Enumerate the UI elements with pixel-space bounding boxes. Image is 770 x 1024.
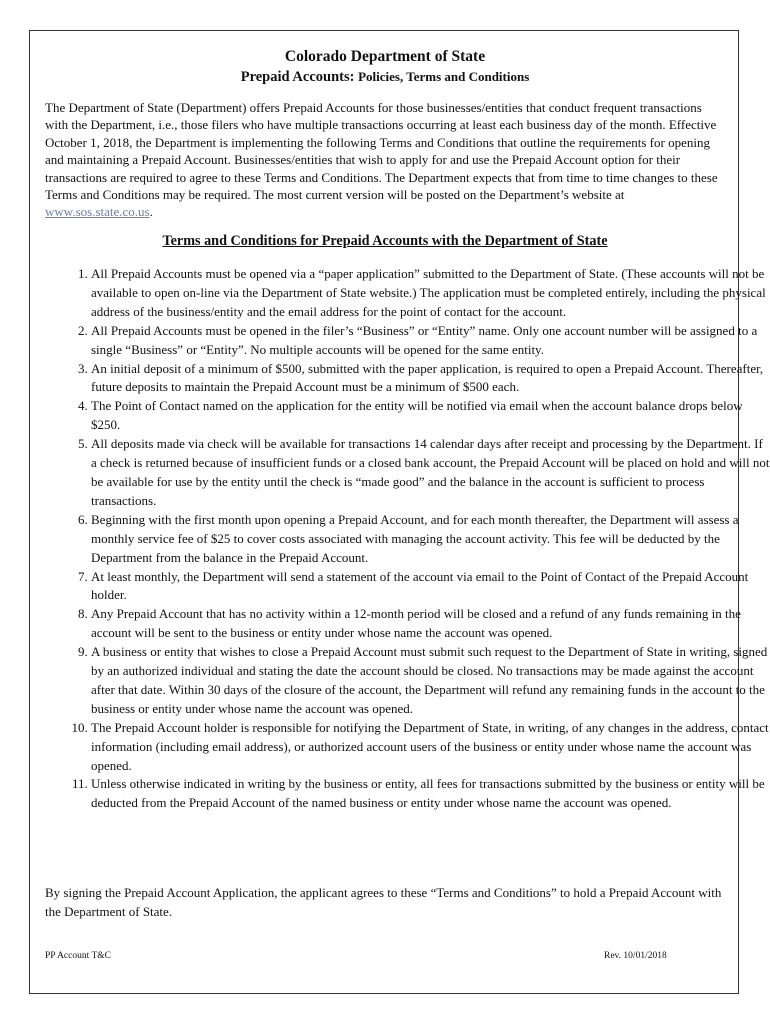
terms-list	[45, 265, 770, 813]
document-title: Colorado Department of State	[284, 48, 486, 65]
term-item: 7. At least monthly, the Department will send a statement of the account via email to the Point of Contact of the Prepaid Account holder.	[91, 568, 770, 606]
term-item: 1. All Prepaid Accounts must be opened via a “paper application” submitted to the Department of State. (These accounts will not be available to open on-line via the Department of State website.) The application must be completed entirely, including the physical address of the business/entity and the email address for the point of contact for the account.	[91, 265, 770, 322]
term-item: 8. Any Prepaid Account that has no activity within a 12-month period will be closed and a refund of any funds remaining in the account will be sent to the business or entity under whose name the account was opened.	[91, 605, 770, 643]
terms-heading: Terms and Conditions for Prepaid Accounts with the Department of State	[162, 233, 608, 249]
subtitle-main: Prepaid Accounts:	[240, 69, 359, 85]
term-item: 2. All Prepaid Accounts must be opened in the filer’s “Business” or “Entity” name. Only one account number will be assigned to a single “Business” or “Entity”. No multiple accounts will be opened for the same entity.	[91, 322, 770, 360]
term-item: 10. The Prepaid Account holder is responsible for notifying the Department of State, in writing, of any changes in the address, contact information (including email address), or authorized account users of the business or entity under whose name the account was opened.	[91, 719, 770, 776]
closing-paragraph: By signing the Prepaid Account Application, the applicant agrees to these “Terms and Conditions” to hold a Prepaid Account with the Department of State.	[45, 885, 722, 919]
website-link[interactable]: www.sos.state.co.us	[45, 204, 150, 220]
term-item: 5. All deposits made via check will be available for transactions 14 calendar days after receipt and processing by the Department. If a check is returned because of insufficient funds or a closed bank account, the Prepaid Account will be placed on hold and will not be available for use by the entity until the check is “made good” and the balance in the account is sufficient to process transactions.	[91, 435, 770, 511]
document-subtitle	[0, 69, 770, 86]
subtitle-small: Policies, Terms and Conditions	[358, 69, 530, 84]
term-item: 9. A business or entity that wishes to close a Prepaid Account must submit such request to the Department of State in writing, signed by an authorized individual and stating the date the account should be closed. No transactions may be made against the account after that date. Within 30 days of the closure of the account, the Department will refund any remaining funds in the account to the business or entity under whose name the account was opened.	[91, 643, 770, 719]
term-item: 11. Unless otherwise indicated in writing by the business or entity, all fees for transactions submitted by the business or entity will be deducted from the Prepaid Account of the named business or entity under whose name the account was opened.	[91, 775, 770, 813]
term-item: 6. Beginning with the first month upon opening a Prepaid Account, and for each month thereafter, the Department will assess a monthly service fee of $25 to cover costs associated with managing the account activity. This fee will be deducted by the Department from the balance in the Prepaid Account.	[91, 511, 770, 568]
footer-revision: Rev. 10/01/2018	[604, 951, 667, 961]
intro-paragraph	[45, 99, 725, 221]
term-item: 4. The Point of Contact named on the application for the entity will be notified via email when the account balance drops below $250.	[91, 397, 770, 435]
intro-text: The Department of State (Department) offers Prepaid Accounts for those businesses/entities that conduct frequent transactions with the Department, i.e., those filers who have multiple transactions occurring at least each business day of the month. Effective October 1, 2018, the Department is implementing the following Terms and Conditions that outline the requirements for opening and maintaining a Prepaid Account. Businesses/entities that wish to apply for and use the Prepaid Account option for their transactions are required to agree to these Terms and Conditions. The Department expects that from time to time changes to these Terms and Conditions may be required. The most current version will be posted on the Department’s website at	[45, 100, 718, 203]
footer-form-id: PP Account T&C	[45, 951, 111, 961]
intro-end: .	[149, 204, 153, 220]
term-item: 3. An initial deposit of a minimum of $500, submitted with the paper application, is required to open a Prepaid Account. Thereafter, future deposits to maintain the Prepaid Account must be a minimum of $500 each.	[91, 360, 770, 398]
